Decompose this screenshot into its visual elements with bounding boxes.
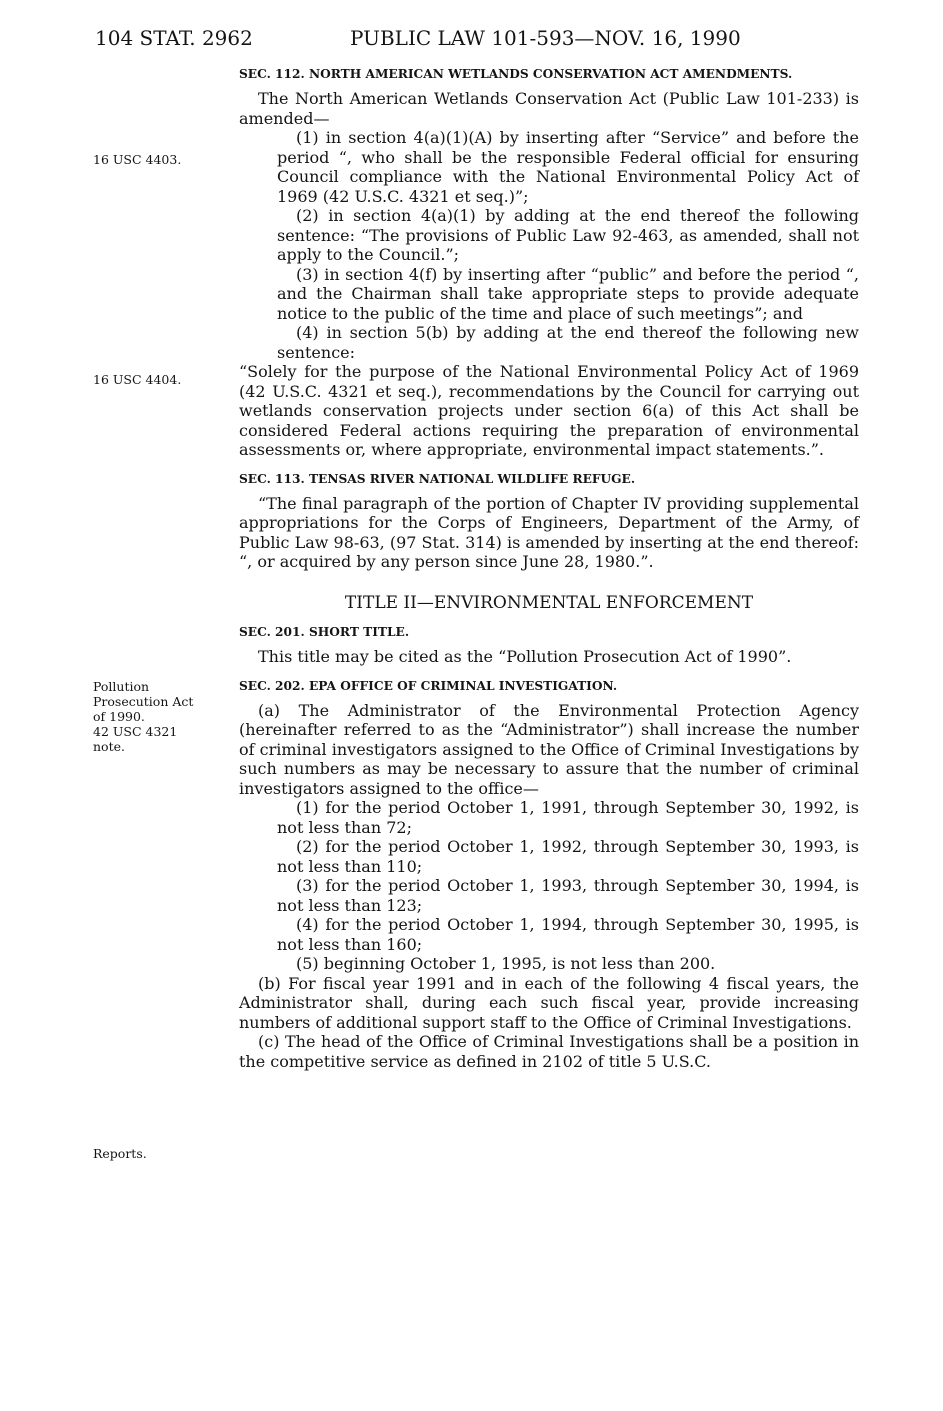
margin-note-usc-4403: 16 USC 4403. <box>93 152 182 167</box>
sec-202-a-item-5: (5) beginning October 1, 1995, is not less than 200. <box>296 954 716 973</box>
sec-201-heading: SEC. 201. SHORT TITLE. <box>239 625 410 639</box>
sec-202-a-item-3: (3) for the period October 1, 1993, through September 30, 1994, is not less than 123; <box>277 876 859 915</box>
margin-note-line: Pollution <box>93 679 150 694</box>
sec-202-a-item-4: (4) for the period October 1, 1994, through September 30, 1995, is not less than 160; <box>277 915 859 954</box>
sec-201-text: This title may be cited as the “Pollution Prosecution Act of 1990”. <box>258 647 792 666</box>
sec-112-item-4: (4) in section 5(b) by adding at the end thereof the following new sentence: <box>277 323 859 362</box>
margin-note-reports: Reports. <box>93 1146 147 1161</box>
sec-112-intro: The North American Wetlands Conservation Act (Public Law 101-233) is amended— <box>239 89 859 128</box>
sec-202-subsection-b: (b) For fiscal year 1991 and in each of the following 4 fiscal years, the Administrator shall, during each such fiscal year, provide increasing numbers of additional support staff to the Office of Criminal Investigations. <box>239 973 859 1032</box>
title-ii-heading: TITLE II—ENVIRONMENTAL ENFORCEMENT <box>344 592 754 613</box>
sec-113-heading: SEC. 113. TENSAS RIVER NATIONAL WILDLIFE REFUGE. <box>239 471 636 486</box>
sec-112-item-1: (1) in section 4(a)(1)(A) by inserting after “Service” and before the period “, who shall be the responsible Federal official for ensuring Council compliance with the National Environmental Policy Act of 1969 (42 U.S.C. 4321 et seq.)”; <box>277 128 859 206</box>
sec-202-subsection-c: (c) The head of the Office of Criminal Investigations shall be a position in the competitive service as defined in 2102 of title 5 U.S.C. <box>239 1032 859 1071</box>
sec-202-subsection-a: (a) The Administrator of the Environmental Protection Agency (hereinafter referred to as the “Administrator”) shall increase the number of criminal investigators assigned to the Office of Criminal Investigations by such numbers as may be necessary to assure that the number of criminal investigators assigned to the office— <box>239 700 859 798</box>
margin-note-line: note. <box>93 739 125 754</box>
margin-note-line: Prosecution Act <box>93 694 194 709</box>
sec-113-text: “The final paragraph of the portion of Chapter IV providing supplemental appropriations for the Corps of Engineers, Department of the Army, of Public Law 98-63, (97 Stat. 314) is amended by inserting at the end thereof: “, or acquired by any person since June 28, 1980.”. <box>239 493 859 571</box>
page-header <box>0 26 943 56</box>
margin-note-line: of 1990. <box>93 709 145 724</box>
margin-note-usc-4404: 16 USC 4404. <box>93 372 182 387</box>
margin-note-pollution-act <box>93 679 193 754</box>
sec-112-heading: SEC. 112. NORTH AMERICAN WETLANDS CONSERVATION ACT AMENDMENTS. <box>239 67 793 81</box>
page-reference: 104 STAT. 2962 <box>95 26 253 50</box>
sec-112-item-2: (2) in section 4(a)(1) by adding at the end thereof the following sentence: “The provisions of Public Law 92-463, as amended, shall not apply to the Council.”; <box>277 206 859 264</box>
document-body <box>239 66 859 1071</box>
sec-112-item-3: (3) in section 4(f) by inserting after “public” and before the period “, and the Chairman shall take appropriate steps to provide adequate notice to the public of the time and place of such meetings”; and <box>277 264 859 323</box>
margin-note-line: 42 USC 4321 <box>93 724 178 739</box>
sec-202-heading: SEC. 202. EPA OFFICE OF CRIMINAL INVESTIGATION. <box>239 678 618 693</box>
sec-202-a-item-1: (1) for the period October 1, 1991, through September 30, 1992, is not less than 72; <box>277 798 859 837</box>
sec-112-quoted-sentence: “Solely for the purpose of the National Environmental Policy Act of 1969 (42 U.S.C. 4321 et seq.), recommendations by the Council for carrying out wetlands conservation projects under section 6(a) of this Act shall be considered Federal actions requiring the preparation of environmental assessments or, where appropriate, environmental impact statements.”. <box>239 362 859 459</box>
sec-202-a-item-2: (2) for the period October 1, 1992, through September 30, 1993, is not less than 110; <box>277 837 859 876</box>
running-title: PUBLIC LAW 101-593—NOV. 16, 1990 <box>350 26 741 50</box>
